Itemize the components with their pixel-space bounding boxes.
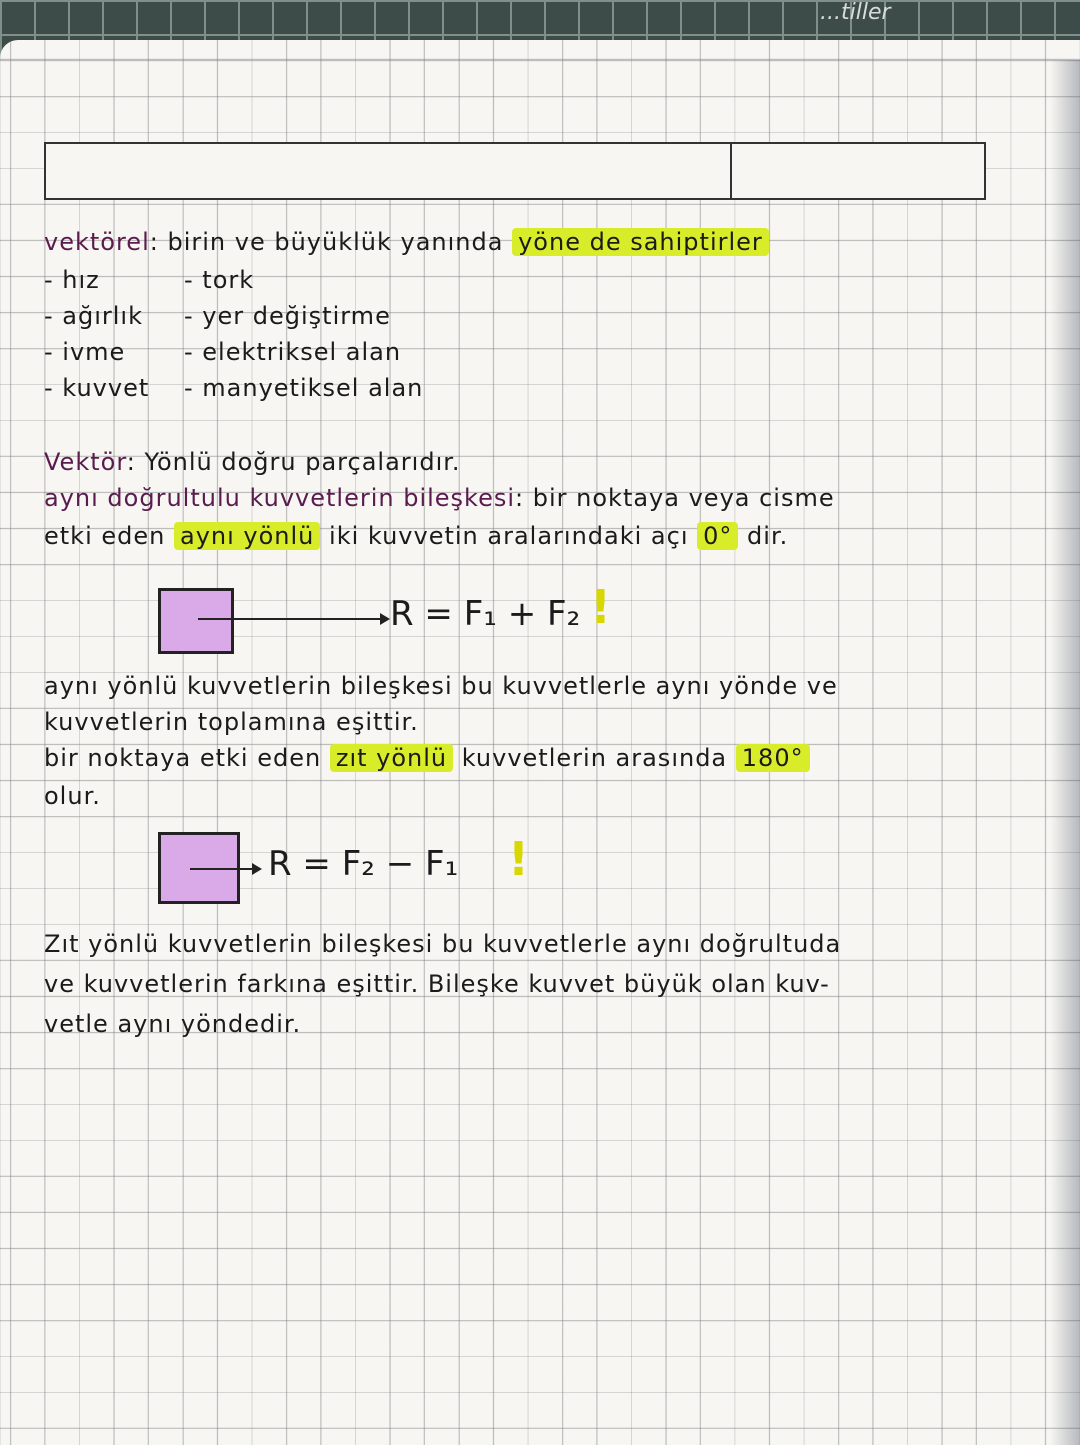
vektorel-definition xyxy=(44,228,769,256)
list-item: - ivme xyxy=(44,338,126,366)
text: Yönlü doğru parçalarıdır. xyxy=(144,448,461,476)
text: kuvvetlerin arasında xyxy=(461,744,728,772)
term: Vektör xyxy=(44,448,127,476)
text: etki eden xyxy=(44,522,166,550)
exclamation-icon: ! xyxy=(590,580,611,634)
exclamation-icon: ! xyxy=(508,832,529,886)
header-divider xyxy=(730,144,732,198)
highlight: 0° xyxy=(697,522,738,550)
paragraph-line: aynı yönlü kuvvetlerin bileşkesi bu kuvvetlerle aynı yönde ve xyxy=(44,672,838,700)
sep: : xyxy=(126,448,136,476)
list-item: - kuvvet xyxy=(44,374,150,402)
list-row xyxy=(44,302,391,330)
term: vektörel xyxy=(44,228,150,256)
text: bir noktaya etki eden xyxy=(44,744,322,772)
paragraph-line: kuvvetlerin toplamına eşittir. xyxy=(44,708,419,736)
zit-line xyxy=(44,744,810,772)
paragraph-line: vetle aynı yöndedir. xyxy=(44,1010,302,1038)
list-item: - hız xyxy=(44,266,100,294)
ayni-line1 xyxy=(44,484,835,512)
text: dir. xyxy=(747,522,789,550)
paragraph-line: ve kuvvetlerin farkına eşittir. Bileşke kuvvet büyük olan kuv- xyxy=(44,970,830,998)
list-row xyxy=(44,266,254,294)
formula: R = F₁ + F₂ xyxy=(390,594,581,634)
highlight: zıt yönlü xyxy=(330,744,453,772)
text: iki kuvvetin aralarındaki açı xyxy=(329,522,689,550)
formula: R = F₂ − F₁ xyxy=(268,844,459,884)
block xyxy=(158,588,234,654)
text: : bir noktaya veya cisme xyxy=(515,484,835,512)
list-item: - yer değiştirme xyxy=(184,302,391,330)
list-item: - elektriksel alan xyxy=(184,338,402,366)
page-shadow xyxy=(1050,60,1080,1445)
header-box xyxy=(44,142,986,200)
list-item: - ağırlık xyxy=(44,302,143,330)
highlight: yöne de sahiptirler xyxy=(512,228,769,256)
arrow-icon xyxy=(198,618,388,620)
arrow-icon xyxy=(190,868,260,870)
list-item: - manyetiksel alan xyxy=(184,374,424,402)
ayni-line2 xyxy=(44,522,788,550)
list-item: - tork xyxy=(184,266,255,294)
header-text: ...tiller xyxy=(820,0,891,25)
paragraph-line: Zıt yönlü kuvvetlerin bileşkesi bu kuvvetlerle aynı doğrultuda xyxy=(44,930,842,958)
highlight: 180° xyxy=(736,744,810,772)
highlight: aynı yönlü xyxy=(174,522,320,550)
paragraph-line: olur. xyxy=(44,782,101,810)
term: aynı doğrultulu kuvvetlerin bileşkesi xyxy=(44,484,516,512)
sep: : xyxy=(149,228,159,256)
list-row xyxy=(44,374,423,402)
list-row xyxy=(44,338,401,366)
text: birin ve büyüklük yanında xyxy=(167,228,504,256)
vektor-definition xyxy=(44,448,461,476)
